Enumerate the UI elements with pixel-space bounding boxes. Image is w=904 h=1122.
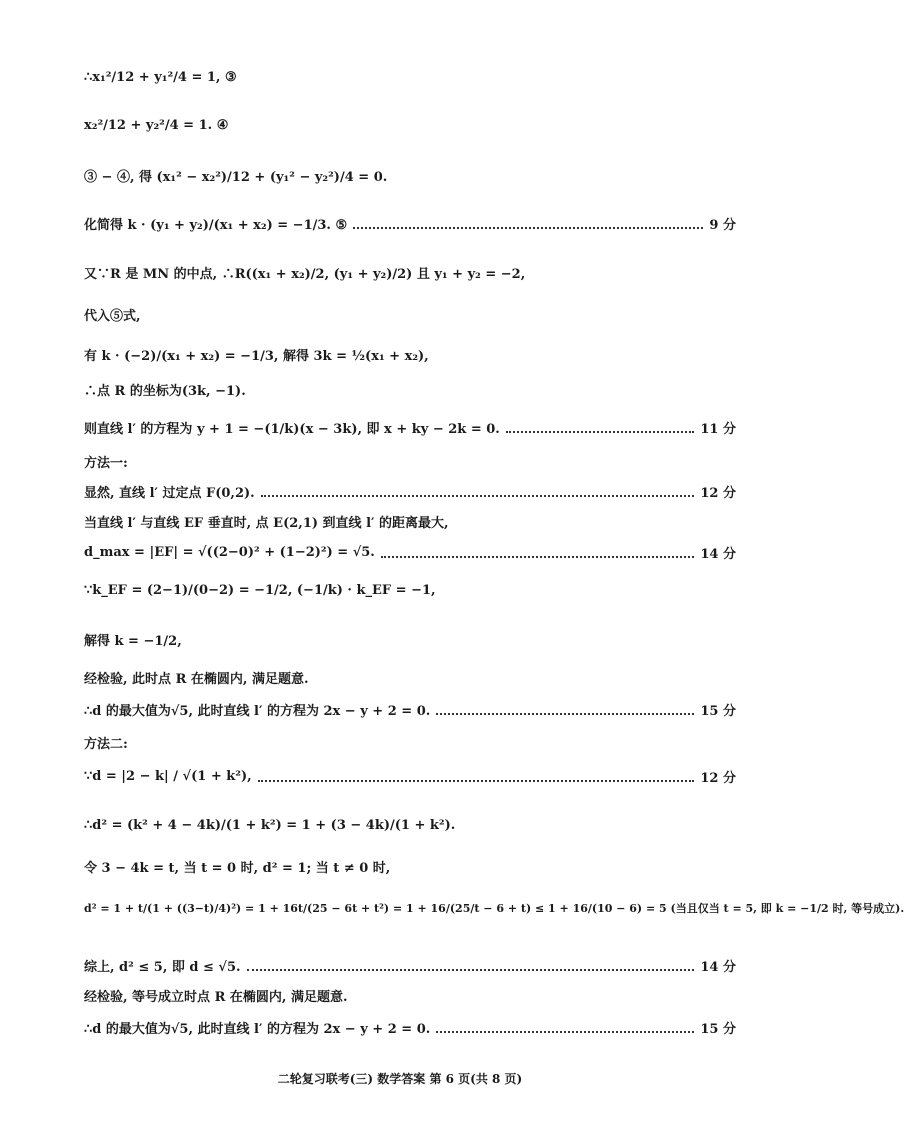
dot-leader [436, 713, 694, 715]
line-text: 方法二: [84, 737, 128, 752]
line-text: 代入⑤式, [84, 309, 141, 324]
dot-leader [353, 227, 703, 229]
method-one-heading [84, 452, 736, 471]
line-text: 方法一: [84, 456, 128, 471]
equation-line-6 [84, 305, 736, 324]
line-text: ∵d = |2 − k| / √(1 + k²), [84, 769, 252, 784]
line-text: 则直线 l′ 的方程为 y + 1 = −(1/k)(x − 3k), 即 x + ky − 2k = 0. [84, 422, 500, 437]
equation-line-2 [84, 118, 736, 133]
line-text: x₂²/12 + y₂²/4 = 1. ④ [84, 118, 229, 133]
dot-leader [247, 969, 695, 971]
score-label: 11 分 [700, 422, 736, 437]
equation-line-23 [84, 956, 736, 975]
line-text: 经检验, 此时点 R 在椭圆内, 满足题意. [84, 672, 309, 687]
equation-line-25 [84, 1018, 736, 1037]
score-label: 12 分 [700, 486, 736, 501]
line-text: ∴d² = (k² + 4 − 4k)/(1 + k²) = 1 + (3 − 4k)/(1 + k²). [84, 818, 456, 833]
equation-line-13 [84, 543, 736, 562]
equation-line-5 [84, 263, 736, 282]
score-label: 9 分 [709, 218, 736, 233]
line-text: 显然, 直线 l′ 过定点 F(0,2). [84, 486, 255, 501]
score-label: 15 分 [700, 1022, 736, 1037]
line-text: 解得 k = −1/2, [84, 634, 182, 649]
line-text: d_max = |EF| = √((2−0)² + (1−2)²) = √5. [84, 545, 375, 560]
equation-line-12 [84, 512, 736, 531]
equation-line-16 [84, 668, 736, 687]
dot-leader [261, 495, 695, 497]
equation-line-15 [84, 630, 736, 649]
line-text: 令 3 − 4k = t, 当 t = 0 时, d² = 1; 当 t ≠ 0 时, [84, 861, 391, 876]
page-footer: 二轮复习联考(三) 数学答案 第 6 页(共 8 页) [277, 1072, 523, 1086]
score-label: 15 分 [700, 704, 736, 719]
line-text: 当直线 l′ 与直线 EF 垂直时, 点 E(2,1) 到直线 l′ 的距离最大, [84, 516, 449, 531]
equation-line-4 [84, 214, 736, 233]
equation-line-8 [84, 380, 736, 399]
line-text: ∴d 的最大值为√5, 此时直线 l′ 的方程为 2x − y + 2 = 0. [84, 1022, 431, 1037]
line-text: 综上, d² ≤ 5, 即 d ≤ √5. [84, 960, 241, 975]
equation-line-22 [84, 900, 904, 916]
line-text: ∵k_EF = (2−1)/(0−2) = −1/2, (−1/k) · k_EF = −1, [84, 583, 436, 598]
line-text: ③ − ④, 得 (x₁² − x₂²)/12 + (y₁² − y₂²)/4 = 0. [84, 170, 388, 185]
line-text: 化简得 k · (y₁ + y₂)/(x₁ + x₂) = −1/3. ⑤ [84, 218, 348, 233]
equation-line-7 [84, 345, 736, 364]
equation-line-1 [84, 70, 736, 85]
equation-line-24 [84, 986, 736, 1005]
line-text: ∴x₁²/12 + y₁²/4 = 1, ③ [84, 70, 237, 85]
method-two-heading [84, 733, 736, 752]
dot-leader [381, 556, 695, 558]
dot-leader [506, 431, 695, 433]
score-label: 14 分 [700, 960, 736, 975]
score-label: 14 分 [700, 547, 736, 562]
equation-line-14 [84, 583, 736, 598]
equation-line-19 [84, 767, 736, 786]
equation-line-20 [84, 818, 736, 833]
line-text: ∴点 R 的坐标为(3k, −1). [84, 384, 246, 399]
line-text: 经检验, 等号成立时点 R 在椭圆内, 满足题意. [84, 990, 348, 1005]
equation-line-9 [84, 418, 736, 437]
line-text: 又∵R 是 MN 的中点, ∴R((x₁ + x₂)/2, (y₁ + y₂)/2) 且 y₁ + y₂ = −2, [84, 267, 526, 282]
equation-line-17 [84, 700, 736, 719]
dot-leader [436, 1031, 694, 1033]
line-text: ∴d 的最大值为√5, 此时直线 l′ 的方程为 2x − y + 2 = 0. [84, 704, 431, 719]
dot-leader [258, 780, 695, 782]
score-label: 12 分 [700, 771, 736, 786]
equation-line-11 [84, 482, 736, 501]
equation-line-3 [84, 166, 736, 185]
line-text: d² = 1 + t/(1 + ((3−t)/4)²) = 1 + 16t/(25 − 6t + t²) = 1 + 16/(25/t − 6 + t) ≤ 1 + 16/(10 − 6) = 5 (当且仅当 t = 5, 即 k = −1/2 时, 等号成立). [84, 902, 904, 915]
line-text: 有 k · (−2)/(x₁ + x₂) = −1/3, 解得 3k = ½(x₁ + x₂), [84, 349, 429, 364]
equation-line-21 [84, 857, 736, 876]
